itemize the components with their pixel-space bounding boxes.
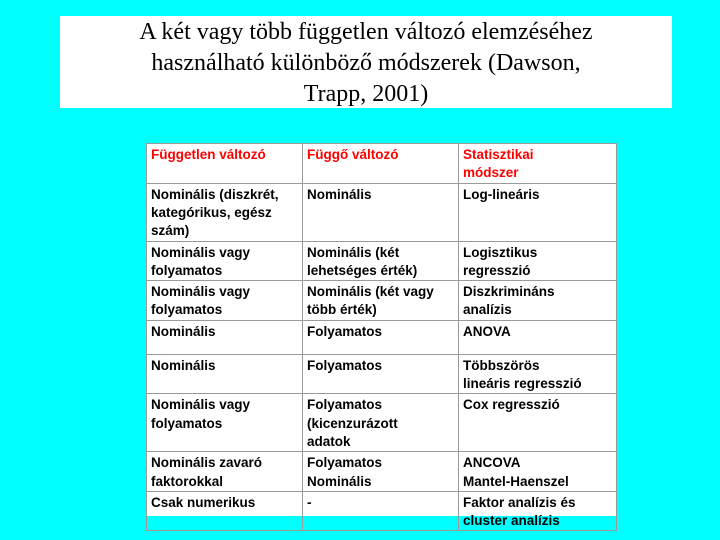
- title-line-3: Trapp, 2001): [303, 81, 429, 107]
- cell-line: Nominális: [307, 473, 372, 489]
- cell-line: folyamatos: [151, 262, 223, 278]
- cell-independent: [147, 320, 303, 354]
- title-line-1: A két vagy több független változó elemzéséhez: [139, 19, 593, 45]
- slide-title: [60, 16, 672, 108]
- cell-method: [459, 183, 617, 241]
- cell-line: Folyamatos: [307, 397, 383, 413]
- cell-line: (kicenzurázott: [307, 415, 398, 431]
- table-row: [147, 354, 617, 394]
- table-row: [147, 281, 617, 321]
- header-text: Független változó: [151, 147, 266, 162]
- cell-line: Cox regresszió: [463, 397, 560, 413]
- cell-line: Nominális: [307, 186, 372, 202]
- cell-line: Nominális vagy: [151, 244, 251, 260]
- cell-line: kategórikus, egész: [151, 204, 272, 220]
- table-row: [147, 183, 617, 241]
- cell-dependent: [303, 320, 459, 354]
- cell-line: regresszió: [463, 262, 531, 278]
- table-header-row: [147, 144, 617, 184]
- cell-line: lehetséges érték): [307, 262, 418, 278]
- cell-line: Nominális vagy: [151, 284, 251, 300]
- cell-dependent: [303, 281, 459, 321]
- cell-dependent: [303, 491, 459, 531]
- cell-line: Nominális zavaró: [151, 455, 263, 471]
- cell-line: ANCOVA: [463, 455, 521, 471]
- cell-line: analízis: [463, 302, 512, 318]
- methods-table: [146, 143, 617, 531]
- cell-line: Folyamatos: [307, 455, 383, 471]
- cell-line: Logisztikus: [463, 244, 538, 260]
- cell-method: [459, 452, 617, 492]
- cell-line: folyamatos: [151, 415, 223, 431]
- cell-line: Csak numerikus: [151, 494, 256, 510]
- cell-line: folyamatos: [151, 302, 223, 318]
- header-independent-variable: [147, 144, 303, 184]
- cell-line: lineáris regresszió: [463, 376, 582, 392]
- cell-line: faktorokkal: [151, 473, 224, 489]
- cell-line: adatok: [307, 433, 351, 449]
- cell-method: [459, 394, 617, 452]
- methods-table-panel: [146, 143, 616, 529]
- cell-independent: [147, 452, 303, 492]
- header-statistical-method: [459, 144, 617, 184]
- header-text: Statisztikai: [463, 147, 534, 162]
- cell-line: Nominális (két vagy: [307, 284, 434, 300]
- cell-line: Diszkrimináns: [463, 284, 555, 300]
- cell-method: [459, 354, 617, 394]
- cell-line: cluster analízis: [463, 513, 560, 529]
- cell-independent: [147, 354, 303, 394]
- cell-method: [459, 241, 617, 281]
- table-row: [147, 320, 617, 354]
- cell-line: szám): [151, 223, 190, 239]
- cell-line: Nominális: [151, 323, 216, 339]
- cell-independent: [147, 394, 303, 452]
- cell-line: Nominális vagy: [151, 397, 251, 413]
- cell-line: több érték): [307, 302, 377, 318]
- cell-independent: [147, 281, 303, 321]
- cell-method: [459, 491, 617, 531]
- cell-dependent: [303, 394, 459, 452]
- cell-dependent: [303, 241, 459, 281]
- cell-line: ANOVA: [463, 323, 511, 339]
- table-row: [147, 491, 617, 531]
- header-text: módszer: [463, 165, 519, 181]
- cell-dependent: [303, 183, 459, 241]
- cell-line: Nominális (két: [307, 244, 400, 260]
- cell-line: Nominális (diszkrét,: [151, 186, 279, 202]
- cell-line: Faktor analízis és: [463, 494, 576, 510]
- table-row: [147, 241, 617, 281]
- header-dependent-variable: [303, 144, 459, 184]
- cell-line: Folyamatos: [307, 323, 383, 339]
- cell-method: [459, 320, 617, 354]
- cell-dependent: [303, 452, 459, 492]
- cell-independent: [147, 491, 303, 531]
- cell-independent: [147, 241, 303, 281]
- cell-line: Mantel-Haenszel: [463, 473, 569, 489]
- cell-method: [459, 281, 617, 321]
- header-text: Függő változó: [307, 147, 399, 162]
- cell-dependent: [303, 354, 459, 394]
- cell-independent: [147, 183, 303, 241]
- cell-line: Nominális: [151, 357, 216, 373]
- cell-line: -: [307, 494, 312, 510]
- table-row: [147, 452, 617, 492]
- table-row: [147, 394, 617, 452]
- cell-line: Log-lineáris: [463, 186, 540, 202]
- title-line-2: használható különböző módszerek (Dawson,: [151, 50, 581, 76]
- cell-line: Folyamatos: [307, 357, 383, 373]
- cell-line: Többszörös: [463, 357, 540, 373]
